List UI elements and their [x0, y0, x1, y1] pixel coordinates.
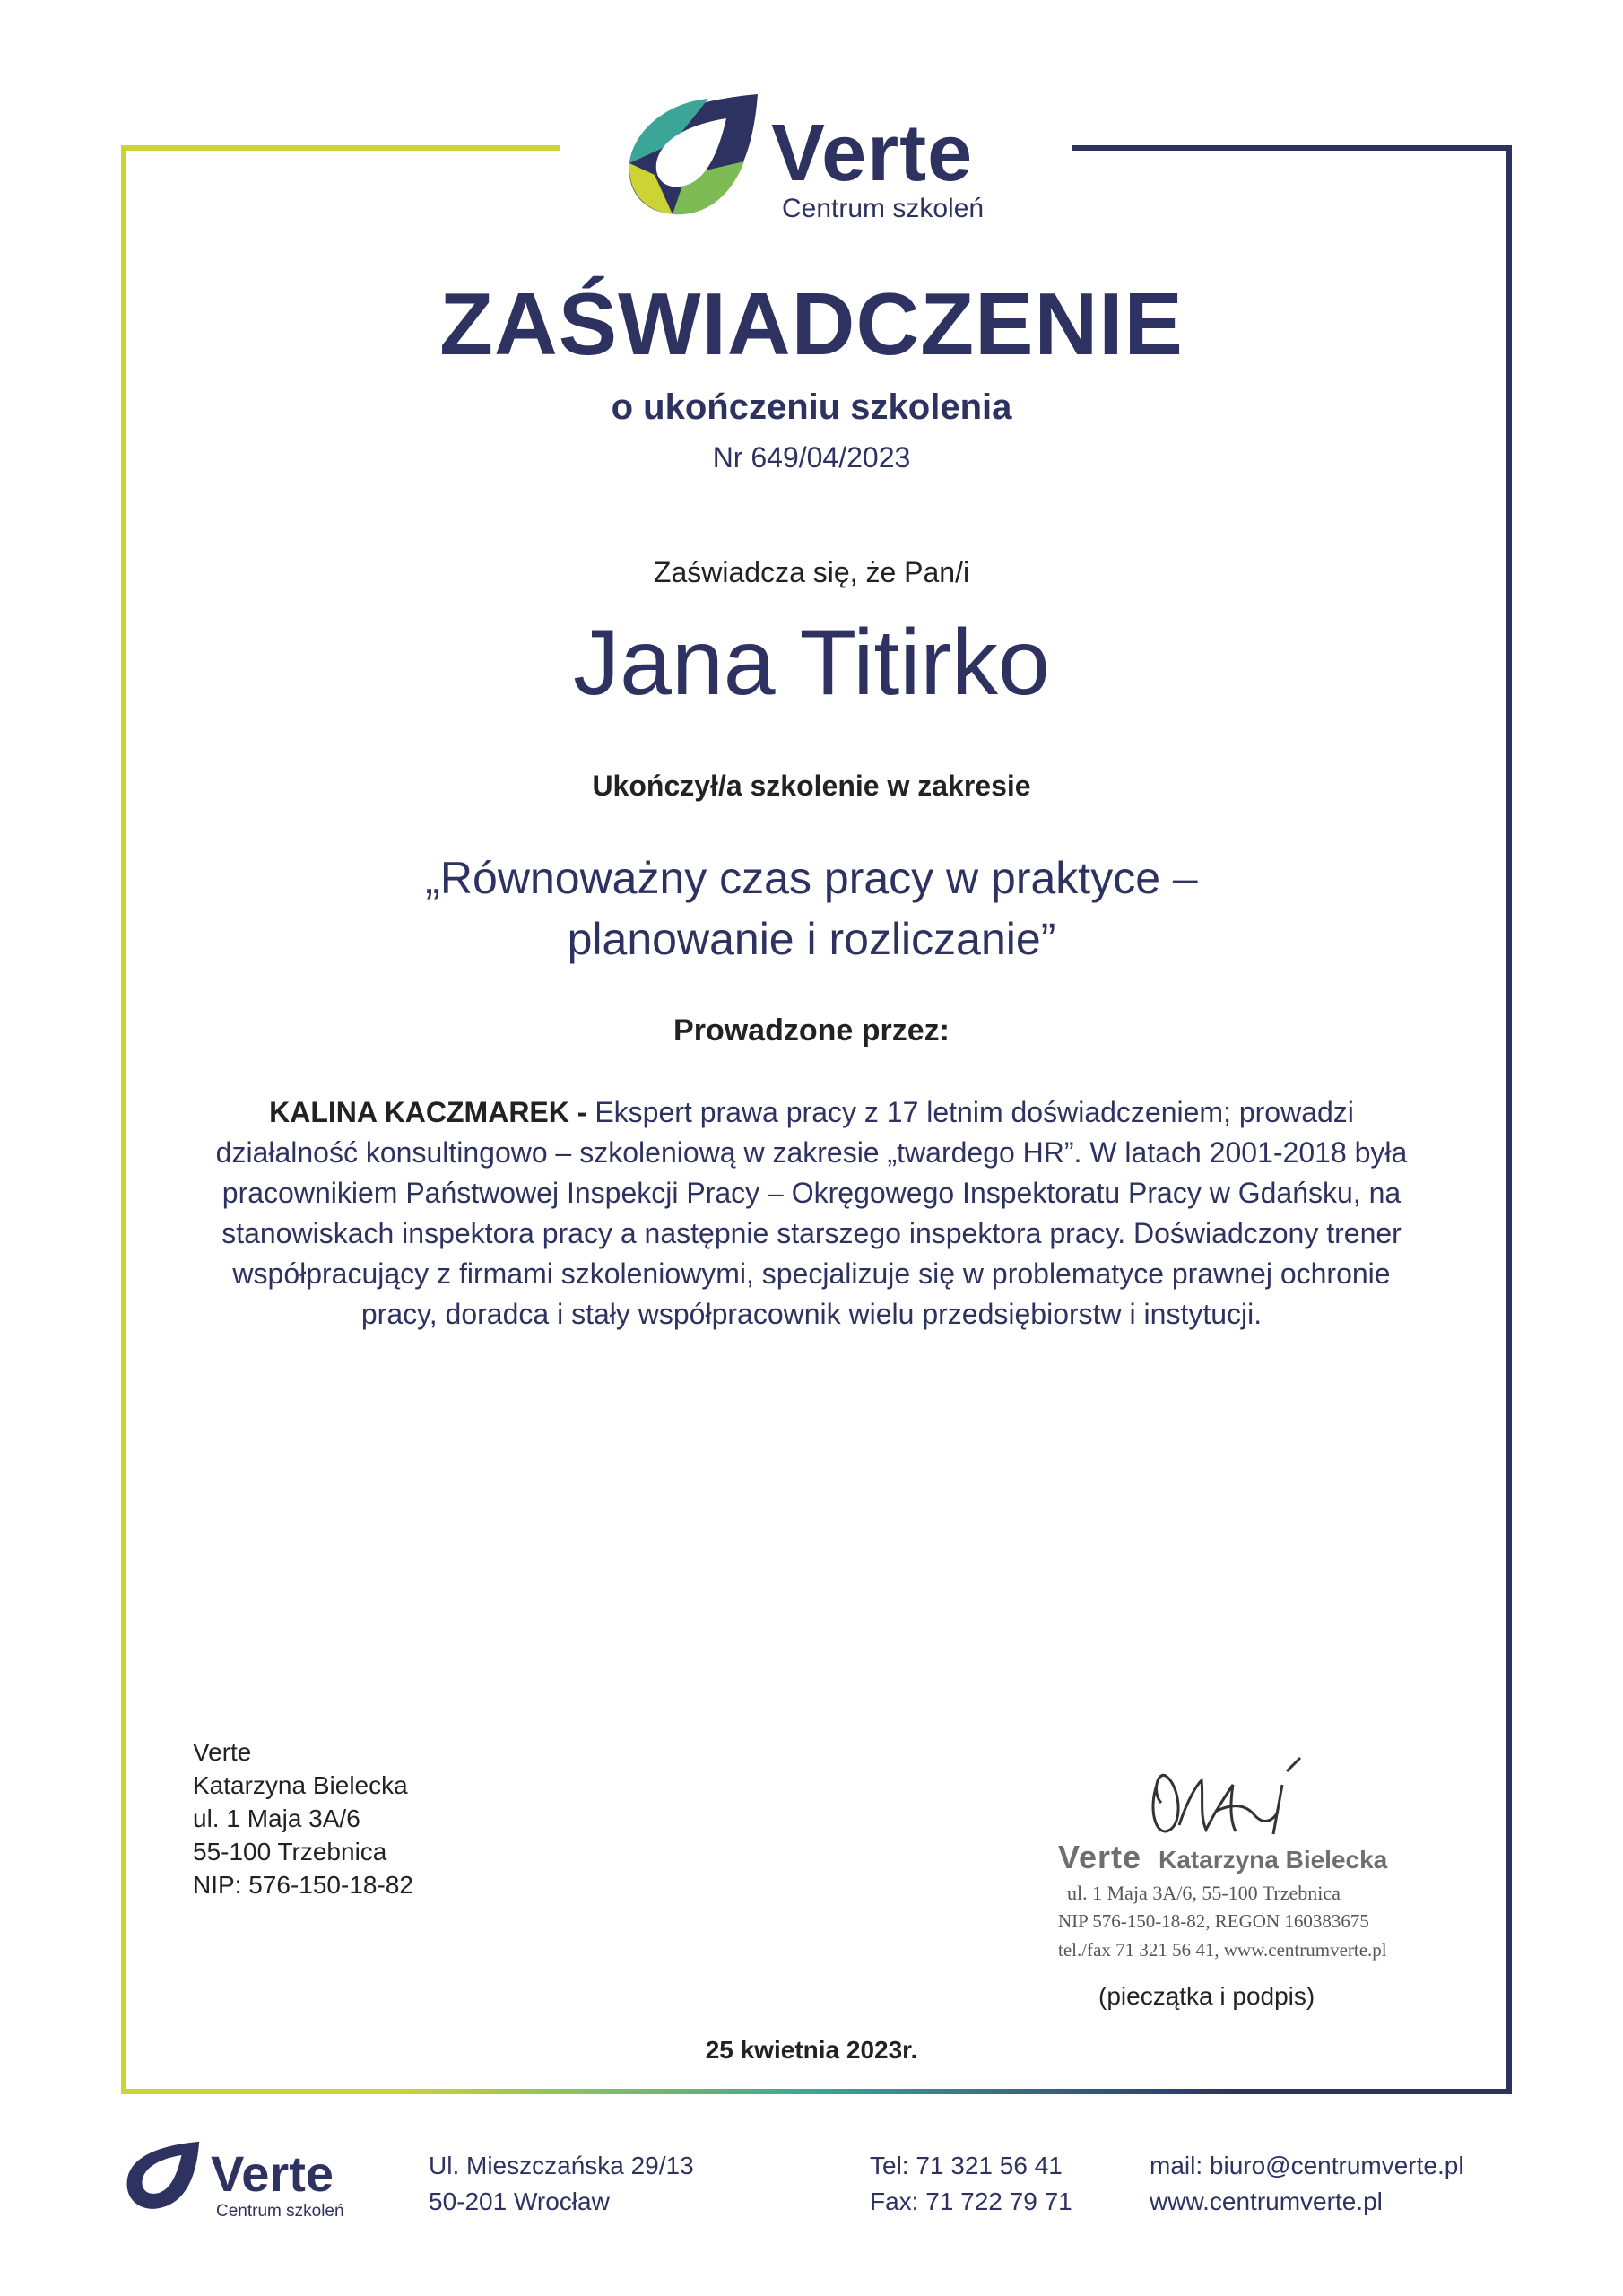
footer-city: 50-201 Wrocław [429, 2187, 610, 2215]
course-title-line-2: planowanie i rozliczanie” [567, 914, 1056, 964]
footer-fax: Fax: 71 722 79 71 [870, 2187, 1072, 2215]
trainer-name: KALINA KACZMAREK - [269, 1096, 587, 1128]
issuer-address [193, 1735, 413, 1901]
frame-top-left [121, 145, 560, 151]
issuer-street: ul. 1 Maja 3A/6 [193, 1805, 360, 1832]
frame-bottom [121, 2089, 1512, 2094]
header-logo [619, 90, 1040, 233]
footer-brand-name: Verte [211, 2145, 334, 2202]
certificate-number: Nr 649/04/2023 [712, 441, 911, 474]
led-by-label: Prowadzone przez: [673, 1013, 950, 1048]
stamp-caption: (pieczątka i podpis) [1098, 1982, 1315, 2010]
trainer-bio-paragraph [197, 1092, 1426, 1335]
trainer-bio: Ekspert prawa pracy z 17 letnim doświadczeniem; prowadzi działalność konsultingowo – szkoleniową w zakresie „twardego HR”. W latach 2001-2018 była pracownikiem Państwowej Inspekcji Pracy – Okręgowego Inspektoratu Pracy w Gdańsku, na stanowiskach inspektora pracy a następnie starszego inspektora pracy. Doświadczony trener współpracujący z firmami szkoleniowymi, specjalizuje się w problematyce prawnej ochronie pracy, doradca i stały współpracownik wielu przedsiębiorstw i instytucji. [215, 1096, 1408, 1330]
certificate-title: ZAŚWIADCZENIE [439, 274, 1184, 373]
frame-left [121, 145, 126, 2089]
issuer-nip: NIP: 576-150-18-82 [193, 1871, 413, 1899]
stamp-ids: NIP 576-150-18-82, REGON 160383675 [1058, 1910, 1369, 1932]
footer-street: Ul. Mieszczańska 29/13 [429, 2152, 694, 2179]
footer-tel: Tel: 71 321 56 41 [870, 2152, 1063, 2179]
certificate-subtitle: o ukończeniu szkolenia [611, 387, 1012, 427]
company-stamp [1058, 1749, 1399, 1973]
footer-phones [870, 2148, 1072, 2220]
footer-contact [1150, 2148, 1464, 2220]
recipient-name: Jana Titirko [573, 611, 1050, 715]
certificate-date: 25 kwietnia 2023r. [705, 2036, 918, 2064]
logo-tagline: Centrum szkoleń [782, 194, 985, 223]
frame-top-right [1072, 145, 1512, 151]
course-title [0, 848, 1623, 970]
issuer-city: 55-100 Trzebnica [193, 1838, 387, 1866]
footer-logo [121, 2139, 372, 2229]
footer-www: www.centrumverte.pl [1150, 2187, 1383, 2215]
footer-address [429, 2148, 694, 2220]
stamp-owner: Katarzyna Bielecka [1159, 1846, 1388, 1874]
signature-icon [1130, 1749, 1327, 1848]
certificate-intro: Zaświadcza się, że Pan/i [653, 556, 970, 588]
stamp-address: ul. 1 Maja 3A/6, 55-100 Trzebnica [1067, 1882, 1341, 1904]
stamp-contact: tel./fax 71 321 56 41, www.centrumverte.pl [1058, 1939, 1387, 1961]
completed-label: Ukończył/a szkolenie w zakresie [592, 770, 1031, 802]
course-title-line-1: „Równoważny czas pracy w praktyce – [425, 853, 1198, 903]
issuer-person: Katarzyna Bielecka [193, 1771, 408, 1799]
logo-brand-name: Verte [771, 109, 974, 198]
stamp-brand: Verte [1058, 1839, 1142, 1875]
frame-right [1506, 145, 1512, 2094]
footer-mail: mail: biuro@centrumverte.pl [1150, 2152, 1464, 2179]
verte-leaf-small-icon [121, 2139, 202, 2220]
issuer-company: Verte [193, 1738, 252, 1766]
verte-leaf-icon [619, 90, 762, 233]
footer-tagline: Centrum szkoleń [216, 2202, 344, 2221]
